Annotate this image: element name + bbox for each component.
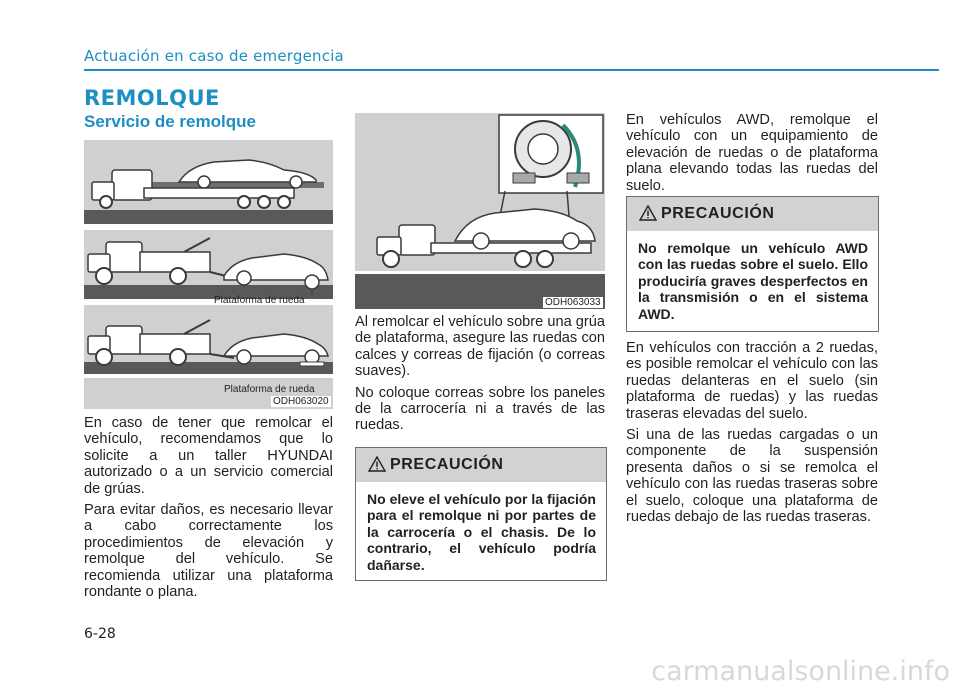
- caution-box-right: [626, 196, 879, 332]
- warning-triangle-icon: [368, 456, 386, 472]
- towing-methods-figure: [84, 140, 333, 409]
- caution-title: PRECAUCIÓN: [390, 456, 504, 473]
- middle-column-text: [355, 314, 605, 439]
- paragraph: No coloque correas sobre los paneles de la carrocería ni a través de las ruedas.: [355, 384, 605, 434]
- flatbed-tiedown-illustration: [355, 113, 605, 309]
- header-divider: [84, 69, 939, 71]
- paragraph: En caso de tener que remolcar el vehículo, recomendamos que lo solicite a un taller HYUNDAI autorizado o a un servicio comercial de grúas.: [84, 415, 333, 497]
- towing-methods-illustration: [84, 140, 333, 409]
- figure-code-middle: ODH063033: [545, 297, 601, 308]
- caution-box-middle: [355, 447, 607, 581]
- caution-header: [356, 448, 606, 482]
- paragraph: En vehículos AWD, remolque el vehículo con un equipamiento de elevación de ruedas o de plataforma plana elevando todas las ruedas del suelo.: [626, 112, 878, 194]
- watermark: carmanualsonline.info: [651, 656, 950, 687]
- paragraph: Si una de las ruedas cargadas o un componente de la suspensión presenta daños o si se remolca el vehículo con las ruedas traseras sobre el suelo, coloque una plataforma de ruedas debajo de las ruedas traseras.: [626, 427, 878, 526]
- wheel-dolly-label-2: Plataforma de rueda: [224, 384, 315, 395]
- page-header-title: Actuación en caso de emergencia: [84, 47, 344, 65]
- paragraph: Para evitar daños, es necesario llevar a cabo correctamente los procedimientos de elevación y remolque del vehículo. Se recomienda utilizar una plataforma rondante o plana.: [84, 502, 333, 601]
- paragraph: Al remolcar el vehículo sobre una grúa de plataforma, asegure las ruedas con calces y correas de fijación (o correas suaves).: [355, 314, 605, 380]
- paragraph: En vehículos con tracción a 2 ruedas, es posible remolcar el vehículo con las ruedas delanteras en el suelo (sin plataforma de ruedas) y las ruedas traseras elevadas del suelo.: [626, 340, 878, 422]
- section-title: REMOLQUE: [84, 86, 220, 110]
- wheel-detail-inset: [499, 115, 603, 193]
- figure-code-left: ODH063020: [273, 396, 329, 407]
- wheel-dolly-label-1: Plataforma de rueda: [214, 295, 305, 306]
- subsection-title: Servicio de remolque: [84, 112, 256, 131]
- caution-title: PRECAUCIÓN: [661, 205, 775, 222]
- caution-text: No eleve el vehículo por la fijación para el remolque ni por partes de la carrocería o el chasis. De lo contrario, el vehículo podría dañarse.: [367, 491, 596, 573]
- caution-header: [627, 197, 878, 231]
- left-column-text: [84, 415, 333, 605]
- page-number: 6-28: [84, 626, 116, 642]
- flatbed-tiedown-figure: [355, 113, 605, 309]
- warning-triangle-icon: [639, 205, 657, 221]
- caution-text: No remolque un vehículo AWD con las ruedas sobre el suelo. Ello produciría graves desperfectos en la transmisión o en el sistema AWD.: [638, 240, 868, 322]
- right-column-text: [626, 340, 878, 530]
- right-column-intro: [626, 112, 878, 199]
